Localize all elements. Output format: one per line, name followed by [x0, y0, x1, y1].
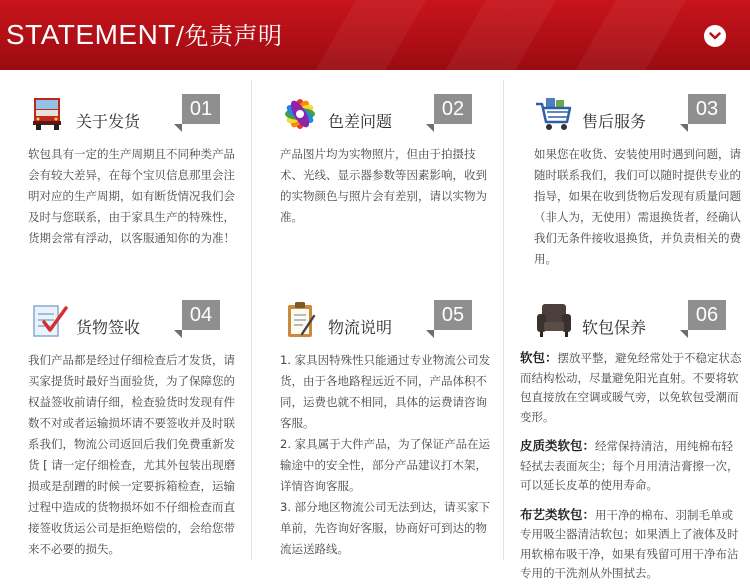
logistics-item: 2. 家具属于大件产品，为了保证产品在运输途中的安全性，部分产品建议打木架，详情咨询客服。 [280, 437, 491, 493]
shopping-cart-icon [534, 94, 574, 134]
collapse-button[interactable] [704, 25, 726, 47]
logistics-item: 3. 部分地区物流公司无法到达，请买家下单前，先咨询好客服，协商好可到达的物流运送路线。 [280, 500, 491, 556]
column-divider [503, 80, 504, 560]
banner-stripe [292, 0, 437, 70]
card-maintenance [520, 300, 746, 580]
care-section [520, 505, 744, 584]
card-text: 软包具有一定的生产周期且不同种类产品会有较大差异，在每个宝贝信息那里会注明对应的生产周期，如有断货情况我们会及时与您联系，由于家具生产的特殊性，货期会常有浮动，以客服通知你的为准！ [28, 147, 235, 245]
card-body [28, 144, 246, 249]
card-title: 软包保养 [582, 318, 647, 337]
checklist-icon [28, 300, 68, 340]
card-color-difference [280, 94, 500, 294]
banner-stripe [422, 0, 567, 70]
card-body [520, 348, 744, 584]
card-title: 关于发货 [76, 112, 141, 131]
logistics-item: 1. 家具因特殊性只能通过专业物流公司发货，由于各地路程远近不同，产品体积不同，运费也就不相同，具体的运费请咨询客服。 [280, 353, 491, 430]
care-section [520, 436, 744, 496]
page-title [6, 17, 283, 54]
chevron-down-icon [709, 32, 721, 40]
card-title: 色差问题 [328, 112, 393, 131]
card-number-badge: 05 [434, 300, 472, 330]
armchair-icon [534, 300, 574, 340]
card-delivery [28, 94, 248, 294]
card-title: 售后服务 [582, 112, 647, 131]
column-divider [251, 80, 252, 560]
card-number-badge: 02 [434, 94, 472, 124]
care-section [520, 348, 744, 427]
card-text: 产品图片均为实物照片，但由于拍摄技术、光线、显示器参数等因素影响，收到的实物颜色与照片会有差别，请以实物为准。 [280, 147, 487, 224]
card-after-sales [534, 94, 750, 294]
card-body [28, 350, 246, 560]
color-wheel-icon [280, 94, 320, 134]
card-body [280, 350, 498, 560]
card-text: 我们产品都是经过仔细检查后才发货，请买家提货时最好当面验货，为了保障您的权益签收前请仔细，检查验货时发现有件数不对或者运输损坏请不要签收并及时联系我们，物流公司返回后我们免费重新发货 [ 请一定仔细检查，尤其外包装出现磨损或是刮蹭的时候一定要拆箱检查，运输过程中造成的货物损坏如不仔细检查而直接签收货运公司是拒绝赔偿的，会给您带来不必要的损失。 [28, 353, 236, 556]
card-number-badge: 03 [688, 94, 726, 124]
delivery-truck-icon [28, 94, 68, 134]
care-text: 摆放平整，避免经常处于不稳定状态而结构松动，尽量避免阳光直射。不要将软包直接放在空调或暖气旁，以免软包受潮而变形。 [520, 351, 742, 424]
clipboard-icon [280, 300, 320, 340]
statement-banner [0, 0, 750, 70]
care-text: 经常保持清洁，用纯棉布轻轻拭去表面灰尘；每个月用清洁膏擦一次，可以延长皮革的使用寿命。 [520, 439, 739, 492]
card-text: 如果您在收货、安装使用时遇到问题，请随时联系我们，我们可以随时提供专业的指导，如果在收到货物后发现有质量问题（非人为，无使用）需退换货者，经确认我们无条件接收退换货，并负责相关的费用。 [534, 147, 741, 266]
title-chinese: 免责声明 [184, 22, 283, 50]
care-label: 皮质类软包： [520, 438, 596, 453]
banner-stripe [552, 0, 697, 70]
care-label: 软包： [520, 350, 558, 365]
card-number-badge: 04 [182, 300, 220, 330]
title-english: STATEMENT [6, 19, 176, 50]
card-number-badge: 06 [688, 300, 726, 330]
title-separator: / [175, 22, 185, 50]
card-number-badge: 01 [182, 94, 220, 124]
card-body [280, 144, 498, 228]
card-body [534, 144, 750, 270]
card-logistics [280, 300, 500, 560]
care-text: 用干净的棉布、羽制毛单或专用吸尘器清洁软包；如果洒上了液体及时用软棉布吸干净，如果有残留可用干净布沾专用的干洗剂从外围拭去。 [520, 507, 739, 580]
card-title: 物流说明 [328, 318, 393, 337]
card-goods-receipt [28, 300, 248, 560]
card-title: 货物签收 [76, 318, 141, 337]
care-label: 布艺类软包： [520, 506, 596, 522]
